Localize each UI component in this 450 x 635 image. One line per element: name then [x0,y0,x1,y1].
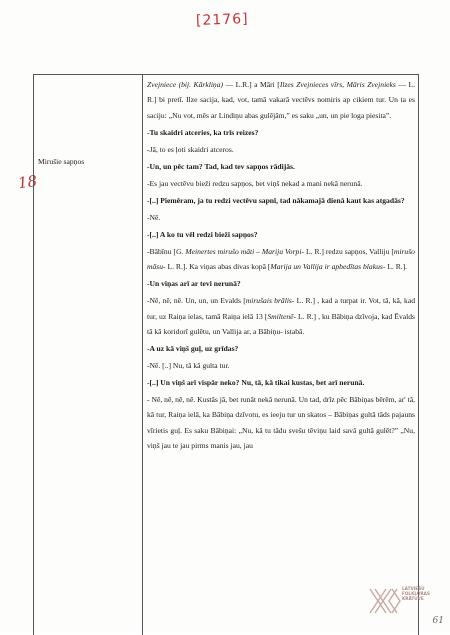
transcript-text: mirušais brālis [245,296,292,306]
transcript-paragraph [147,125,415,140]
transcript-text: -Nē. [..] Nu, tā kā gulta tur. [147,361,230,371]
transcript-text: - L. R.]. [382,262,408,272]
transcript-paragraph [147,244,415,275]
transcript-text: Zvejniece (bij. Kārkliņa) [147,80,224,89]
transcript-paragraph [147,210,415,225]
margin-item-number: 18 [16,171,39,193]
transcript-text: -A uz kā viņš guļ, uz grīdas? [147,344,239,354]
transcript-text: -[..] Un viņš arī vispār neko? Nu, tā, kā tikai kustas, bet arī nerunā. [147,378,365,388]
transcript-text: G. Meinertes mirušo māti – Mariju Vorpi [175,246,302,256]
transcript-paragraph [147,193,415,208]
transcript-text: -Jā, to es ļoti skaidri atceros. [147,144,234,154]
transcript-paragraph [147,293,415,339]
transcript-text: -Tu skaidri atceries, ka trīs reizes? [147,127,259,137]
transcript-text: - L. R.] , kad a turpat ir. Vot, tā, kā, kad tur, uz Raiņa ielas, tamā Raiņa ielā 13 [ [147,296,415,321]
transcript-paragraph [147,142,415,157]
logo-text: LATVIEŠU FOLKLORAS KRĀTUVE [402,586,430,601]
transcript-text: -Un viņas arī ar tevi nerunā? [147,279,241,289]
transcript-text: — L.R.] a Māri [ [223,80,280,89]
transcript-paragraph [147,392,415,454]
transcript-table [33,74,419,635]
transcript-paragraph [147,375,415,390]
transcript-paragraph [147,227,415,242]
transcript-text: -Nē. [147,212,161,222]
transcript-text: -Nē, nē, nē. Un, un, un Evalds [ [147,296,246,306]
transcript-text: Smiltenē [267,311,294,321]
transcript-text: mirušo māsu [147,246,415,272]
transcript-text: - L. R.] redzu sapņos, Valliju [ [301,246,394,256]
transcript-paragraph [147,358,415,373]
transcript-text: - L. R.] , ku Bābiņa dzīvoja, kad Ēvalds tā kā koridorī gulētu, un Vallija ar, a Bābiņu- istabā. [147,311,415,337]
transcript-text: -Un, un pēc tam? Tad, kad tev sapņos rādijās. [147,161,295,171]
transcript-text: -Bābīnu [ [147,246,176,256]
transcript-paragraph [147,159,415,174]
transcript-text: Ilzes Zvejnieces vīrs, Māris Zvejnieks [279,80,396,89]
transcript-paragraph [147,176,415,191]
archive-code-annotation: [2176] [195,11,249,29]
topic-column [34,75,143,635]
transcript-text: -Es jau vectēvu bieži redzu sapņos, bet viņš nekad a mani nekā nerunā. [147,178,363,188]
transcript-text: - Nē, nē, nē, nē. Kustās jā, bet runāt nekā nerunā. Un tad, drīz pēc Bābiņas bērēm, ar' tā, kā tur, Raiņa ielā, ka Bābiņa dzīvotu, es ieeju tur un skatos – Bābiņas gultā tāds pajauns vīrietis guļ. Es saku Bābiņai: „Nu, kā tu tādu svešu tēviņu laid savā gultā gulēt?” „Nu, viņš jau te jau pirms manis jau, jau [147,395,415,451]
transcript-paragraph [147,77,415,123]
transcript-text: -[..] A ko tu vēl redzi bieži sapņos? [147,229,258,239]
transcript-text: Marija un Vallija ir apbedītas blakus [270,262,383,272]
transcript-text: -[..] Piemēram, ja tu redzi vectēvu sapnī, tad nākamajā dienā kaut kas atgadās? [147,195,405,205]
transcript-column [147,77,415,455]
transcript-paragraph [147,341,415,356]
transcript-text: - L. R.]. Ka viņas abas divas kopā [ [163,262,271,272]
topic-label: Mirušie sapņos [38,157,85,166]
transcript-paragraph [147,276,415,291]
page-number: 61 [432,616,444,626]
transcript-text: — L. R.] bi pretī. Ilze sacija, kad, vot, tamā vakarā vectēvs nomiris ap cikiem tur. Un ta es saciju: „Nu vot, mēs ar Lindiņu abas gulējām,” es saku „un, un pie loga piesita”. [147,80,416,120]
